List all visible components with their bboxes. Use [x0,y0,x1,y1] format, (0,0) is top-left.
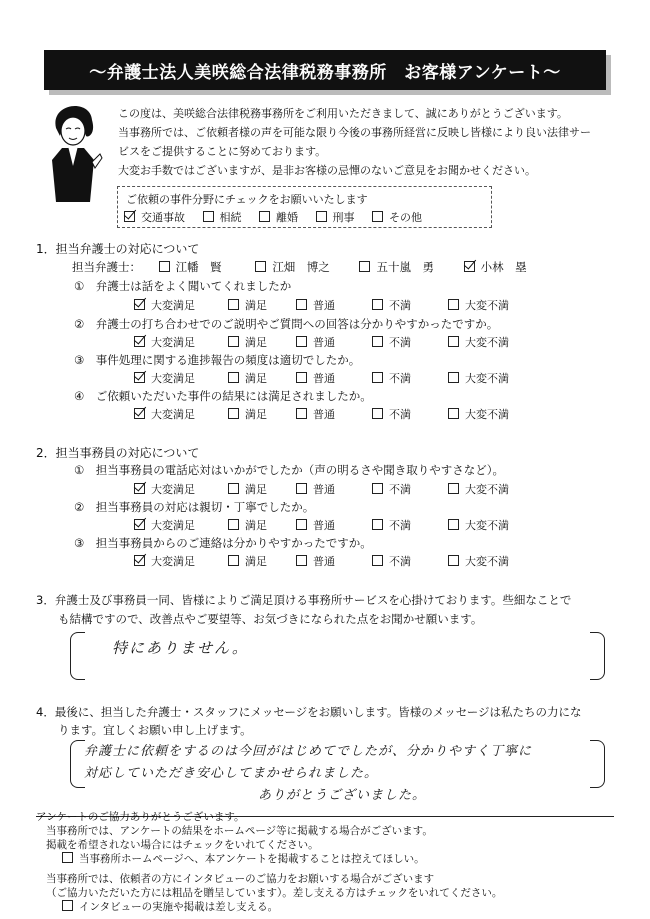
checkbox[interactable] [359,261,370,272]
lawyer-option-2[interactable]: 江畑 博之 [255,260,330,274]
checkbox[interactable] [448,483,459,494]
rating-option-3-3[interactable] [296,370,335,386]
checkbox-checked[interactable] [134,483,145,494]
rating-option-3-1[interactable] [134,370,195,386]
section-4-line-2: ります。宜しくお願い申し上げます。 [58,723,252,737]
staff-illustration [42,98,104,210]
rating-label: 不満 [389,555,411,568]
checkbox[interactable] [372,336,383,347]
rating-label: 満足 [245,299,267,312]
checkbox[interactable] [448,336,459,347]
footer-thanks: アンケートのご協力ありがとうございます。 [36,811,245,823]
rating-option-7-4[interactable] [372,553,411,569]
checkbox[interactable] [255,261,266,272]
rating-option-4-1[interactable] [134,406,195,422]
checkbox[interactable] [159,261,170,272]
rating-option-2-3[interactable] [296,334,335,350]
answer-bracket-right [590,632,605,680]
rating-label: 普通 [313,408,335,421]
answer-bracket-left [70,632,85,680]
rating-option-4-3[interactable] [296,406,335,422]
rating-option-6-2[interactable] [228,517,267,533]
rating-label: 大変不満 [465,483,509,496]
rating-option-7-1[interactable] [134,553,195,569]
intro-line-1: この度は、美咲総合法律税務事務所をご利用いただきまして、誠にありがとうございます。 [118,107,568,120]
rating-option-1-3[interactable] [296,297,335,313]
section-4-answer-1[interactable]: 弁護士に依頼をするのは今回がはじめてでしたが、分かりやすく丁寧に [84,744,533,759]
message-bracket-right [590,740,605,788]
rating-option-1-1[interactable] [134,297,195,313]
checkbox[interactable] [296,555,307,566]
checkbox[interactable] [228,299,239,310]
checkbox[interactable] [316,211,327,222]
rating-option-2-2[interactable] [228,334,267,350]
s1-question-1: ① 弁護士は話をよく聞いてくれましたか [74,279,292,293]
lawyer-option-4[interactable]: 小林 塁 [464,260,527,274]
rating-label: 普通 [313,372,335,385]
checkbox-checked[interactable] [124,211,135,222]
checkbox[interactable] [296,483,307,494]
rating-option-6-1[interactable] [134,517,195,533]
rating-label: 不満 [389,336,411,349]
footer-line-5: 当事務所では、依頼者の方にインタビューのご協力をお願いする場合がございます [46,873,435,885]
checkbox[interactable] [62,852,73,863]
checkbox[interactable] [228,519,239,530]
rating-label: 満足 [245,483,267,496]
field-option-criminal[interactable]: 刑事 [316,211,355,224]
checkbox-checked[interactable] [464,261,475,272]
page-title: ～弁護士法人美咲総合法律税務事務所 お客様アンケート～ [89,62,561,83]
rating-label: 不満 [389,408,411,421]
rating-option-1-2[interactable] [228,297,267,313]
rating-label: 大変満足 [151,336,195,349]
rating-label: 大変不満 [465,408,509,421]
field-option-other[interactable]: その他 [372,211,422,224]
checkbox[interactable] [372,483,383,494]
s1-question-4: ④ ご依頼いただいた事件の結果には満足されましたか。 [74,389,372,403]
rating-label: 不満 [389,299,411,312]
footer-line-2: 当事務所では、アンケートの結果をホームページ等に掲載する場合がございます。 [46,825,433,837]
checkbox[interactable] [448,555,459,566]
rating-label: 普通 [313,555,335,568]
checkbox[interactable] [296,336,307,347]
rating-option-4-2[interactable] [228,406,267,422]
checkbox[interactable] [228,555,239,566]
footer-opt-out-interview[interactable]: インタビューの実施や掲載は差し支える。 [62,900,278,914]
rating-option-3-2[interactable] [228,370,267,386]
rating-label: 満足 [245,408,267,421]
rating-label: 不満 [389,372,411,385]
intro-line-3: ビスをご提供することに努めております。 [118,145,327,158]
s1-question-2: ② 弁護士の打ち合わせでのご説明やご質問への回答は分かりやすかったですか。 [74,317,499,331]
rating-option-2-1[interactable] [134,334,195,350]
checkbox-checked[interactable] [134,299,145,310]
checkbox[interactable] [448,519,459,530]
rating-label: 大変満足 [151,555,195,568]
intro-line-4: 大変お手数ではございますが、是非お客様の忌憚のないご意見をお聞かせください。 [118,164,536,177]
checkbox[interactable] [228,336,239,347]
rating-option-4-5[interactable] [448,406,509,422]
lawyer-row [72,259,527,275]
rating-label: 大変不満 [465,372,509,385]
checkbox-checked[interactable] [134,408,145,419]
rating-option-2-5[interactable] [448,334,509,350]
rating-label: 大変満足 [151,299,195,312]
rating-label: 大変不満 [465,299,509,312]
rating-label: 大変満足 [151,372,195,385]
checkbox[interactable] [372,555,383,566]
section-4-answer-3[interactable]: ありがとうございました。 [258,788,427,803]
lawyer-option-3[interactable]: 五十嵐 勇 [359,260,434,274]
rating-option-5-5[interactable] [448,481,509,497]
checkbox[interactable] [372,211,383,222]
intro-line-2: 当事務所では、ご依頼者様の声を可能な限り今後の事務所経営に反映し皆様により良い法律サー [118,126,591,139]
rating-label: 満足 [245,336,267,349]
checkbox[interactable] [448,299,459,310]
checkbox[interactable] [228,372,239,383]
rating-option-1-4[interactable] [372,297,411,313]
lawyer-option-1[interactable]: 江幡 賢 [159,260,222,274]
rating-label: 普通 [313,519,335,532]
rating-option-6-5[interactable] [448,517,509,533]
footer-line-6: （ご協力いただいた方には粗品を贈呈しています）。差し支える方はチェックをいれてください。 [46,887,503,899]
title-banner [44,50,606,90]
checkbox[interactable] [372,408,383,419]
checkbox-checked[interactable] [134,519,145,530]
rating-label: 大変満足 [151,519,195,532]
rating-label: 普通 [313,299,335,312]
lawyer-label: 担当弁護士： [72,260,141,274]
checkbox[interactable] [203,211,214,222]
section-1-heading: 1．担当弁護士の対応について [36,242,200,256]
rating-label: 満足 [245,372,267,385]
field-option-divorce[interactable]: 離婚 [259,211,298,224]
s2-question-1: ① 担当事務員の電話応対はいかがでしたか（声の明るさや聞き取りやすさなど）。 [74,463,505,477]
checkbox[interactable] [448,372,459,383]
field-option-traffic[interactable]: 交通事故 [124,211,185,224]
checkbox[interactable] [228,408,239,419]
rating-label: 不満 [389,483,411,496]
checkbox-checked[interactable] [134,336,145,347]
rating-option-7-2[interactable] [228,553,267,569]
s1-question-3: ③ 事件処理に関する進捗報告の頻度は適切でしたか。 [74,353,361,367]
case-field-prompt: ご依頼の事件分野にチェックをお願いいたします [126,193,368,206]
footer-opt-out-homepage[interactable]: 当事務所ホームページへ、本アンケートを掲載することは控えてほしい。 [62,852,425,866]
checkbox[interactable] [296,299,307,310]
checkbox[interactable] [372,519,383,530]
section-3-line-1: 3．弁護士及び事務員一同、皆様によりご満足頂ける事務所サービスを心掛けております。些細なことで [36,593,572,607]
rating-label: 満足 [245,519,267,532]
rating-option-3-4[interactable] [372,370,411,386]
checkbox[interactable] [296,372,307,383]
rating-option-5-1[interactable] [134,481,195,497]
rating-label: 大変不満 [465,555,509,568]
checkbox[interactable] [448,408,459,419]
rating-label: 不満 [389,519,411,532]
s2-question-2: ② 担当事務員の対応は親切・丁寧でしたか。 [74,500,315,514]
rating-label: 大変満足 [151,483,195,496]
section-2-heading: 2．担当事務員の対応について [36,446,200,460]
section-3-line-2: も結構ですので、改善点やご要望等、お気づきになられた点をお聞かせ願います。 [58,612,483,626]
rating-label: 大変不満 [465,336,509,349]
checkbox[interactable] [296,519,307,530]
rating-label: 大変不満 [465,519,509,532]
rating-option-1-5[interactable] [448,297,509,313]
field-option-inheritance[interactable]: 相続 [203,211,242,224]
rating-option-3-5[interactable] [448,370,509,386]
rating-label: 普通 [313,483,335,496]
checkbox-checked[interactable] [134,555,145,566]
rating-option-5-4[interactable] [372,481,411,497]
rating-option-7-3[interactable] [296,553,335,569]
rating-option-6-3[interactable] [296,517,335,533]
section-4-answer-2[interactable]: 対応していただき安心してまかせられました。 [84,766,379,781]
checkbox[interactable] [228,483,239,494]
rating-option-5-2[interactable] [228,481,267,497]
case-field-box [117,186,492,228]
rating-option-4-4[interactable] [372,406,411,422]
message-bracket-left [70,740,85,788]
checkbox[interactable] [296,408,307,419]
checkbox-checked[interactable] [134,372,145,383]
rating-label: 満足 [245,555,267,568]
checkbox[interactable] [62,900,73,911]
rating-option-2-4[interactable] [372,334,411,350]
checkbox[interactable] [259,211,270,222]
rating-option-5-3[interactable] [296,481,335,497]
footer-line-3: 掲載を希望されない場合にはチェックをいれてください。 [46,839,319,851]
checkbox[interactable] [372,299,383,310]
rating-label: 普通 [313,336,335,349]
rating-option-7-5[interactable] [448,553,509,569]
checkbox[interactable] [372,372,383,383]
s2-question-3: ③ 担当事務員からのご連絡は分かりやすかったですか。 [74,536,372,550]
rating-option-6-4[interactable] [372,517,411,533]
rating-label: 大変満足 [151,408,195,421]
section-4-line-1: 4．最後に、担当した弁護士・スタッフにメッセージをお願いします。皆様のメッセージは私たちの力にな [36,705,582,719]
section-3-answer[interactable]: 特にありません。 [112,639,249,657]
